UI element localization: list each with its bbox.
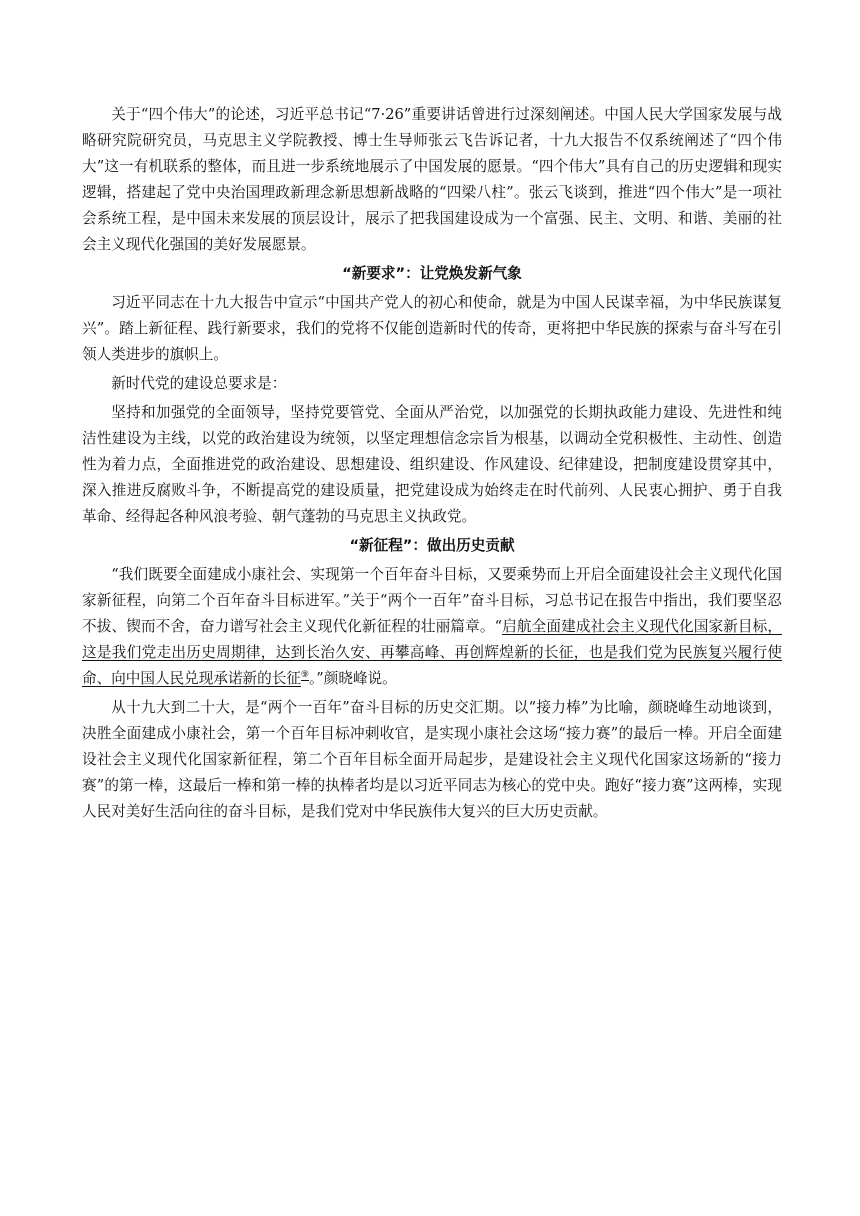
- paragraph-two-centenary-goals-tail: 。”颜晓峰说。: [309, 670, 397, 687]
- section-heading-new-requirements: “新要求”：让党焕发新气象: [342, 265, 522, 282]
- paragraph-general-requirement-intro: 新时代党的建设总要求是：: [111, 375, 287, 392]
- footnote-marker: ⑨: [300, 670, 309, 681]
- underlined-quote: 启航全面建成社会主义现代化国家新目标，这是我们党走出历史周期律，达到长治久安、再攀高峰、再创辉煌新的长征，也是我们党为民族复兴履行使命、向中国人民兑现承诺新的长征: [82, 618, 782, 687]
- paragraph-four-greats: 关于“四个伟大”的论述，习近平总书记“7·26”重要讲话曾进行过深刻阐述。中国人民大学国家发展与战略研究院研究员，马克思主义学院教授、博士生导师张云飞告诉记者，十九大报告不仅系统阐述了“四个伟大”这一有机联系的整体，而且进一步系统地展示了中国发展的愿景。“四个伟大”具有自己的历史逻辑和现实逻辑，搭建起了党中央治国理政新理念新思想新战略的“四梁八柱”。张云飞谈到，推进“四个伟大”是一项社会系统工程，是中国未来发展的顶层设计，展示了把我国建设成为一个富强、民主、文明、和谐、美丽的社会主义现代化强国的美好发展愿景。: [82, 106, 782, 253]
- paragraph-two-centenary-goals: [82, 562, 782, 692]
- paragraph-original-mission: 习近平同志在十九大报告中宣示“中国共产党人的初心和使命，就是为中国人民谋幸福，为中华民族谋复兴”。踏上新征程、践行新要求，我们的党将不仅能创造新时代的传奇，更将把中华民族的探索与奋斗写在引领人类进步的旗帜上。: [82, 294, 782, 363]
- paragraph-relay-race: 从十九大到二十大，是“两个一百年”奋斗目标的历史交汇期。以“接力棒”为比喻，颜晓峰生动地谈到，决胜全面建成小康社会，第一个百年目标冲刺收官，是实现小康社会这场“接力赛”的最后一棒。开启全面建设社会主义现代化国家新征程，第二个百年目标全面开局起步，是建设社会主义现代化国家这场新的“接力赛”的第一棒，这最后一棒和第一棒的执棒者均是以习近平同志为核心的党中央。跑好“接力赛”这两棒，实现人民对美好生活向往的奋斗目标，是我们党对中华民族伟大复兴的巨大历史贡献。: [82, 699, 782, 820]
- document-page: [82, 102, 782, 828]
- paragraph-two-centenary-goals-lead: “我们既要全面建成小康社会、实现第一个百年奋斗目标，又要乘势而上开启全面建设社会主义现代化国家新征程，向第二个百年奋斗目标进军。”关于“两个一百年”奋斗目标，习总书记在报告中指出，我们要坚忍不拔、锲而不舍，奋力谱写社会主义现代化新征程的壮丽篇章。“: [82, 566, 782, 635]
- paragraph-general-requirement: 坚持和加强党的全面领导，坚持党要管党、全面从严治党，以加强党的长期执政能力建设、先进性和纯洁性建设为主线，以党的政治建设为统领，以坚定理想信念宗旨为根基，以调动全党积极性、主动性、创造性为着力点，全面推进党的政治建设、思想建设、组织建设、作风建设、纪律建设，把制度建设贯穿其中，深入推进反腐败斗争，不断提高党的建设质量，把党建设成为始终走在时代前列、人民衷心拥护、勇于自我革命、经得起各种风浪考验、朝气蓬勃的马克思主义执政党。: [82, 404, 782, 525]
- section-heading-new-journey: “新征程”：做出历史贡献: [349, 537, 515, 554]
